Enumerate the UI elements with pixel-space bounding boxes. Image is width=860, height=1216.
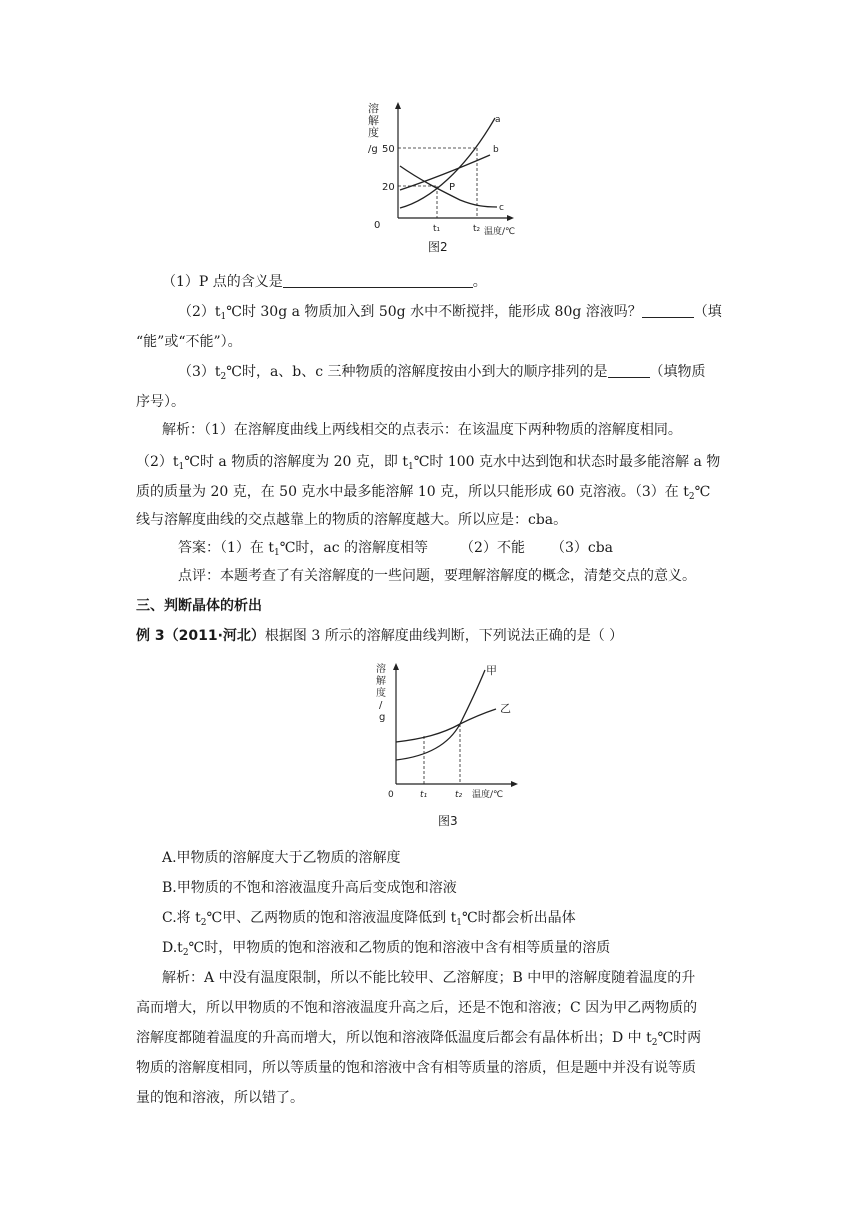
fig3-xtick-t1: t₁ xyxy=(420,790,428,800)
q1-answer-blank[interactable] xyxy=(283,273,473,288)
option-a: A.甲物质的溶解度大于乙物质的溶解度 xyxy=(162,850,401,866)
option-d: $D.t_2℃$时，甲物质的饱和溶液和乙物质的饱和溶液中含有相等质量的溶质 xyxy=(162,940,611,958)
fig2-ylabel-2: 解 xyxy=(368,114,379,127)
q3-answer-blank[interactable] xyxy=(608,363,650,378)
analysis-1-line-3: 质的质量为 20 克，在 50 克水中最多能溶解 10 克，所以只能形成 60 克溶液。（3）在 $t_2℃$ xyxy=(136,484,711,502)
option-b: B.甲物质的不饱和溶液温度升高后变成饱和溶液 xyxy=(162,880,457,896)
answer-line: 答案：（1）在 $t_1℃$时，ac 的溶解度相等 （2）不能 （3）cba xyxy=(178,540,614,558)
figure-2 xyxy=(360,100,520,240)
option-c: C.将 $t_2℃$甲、乙两物质的饱和溶液温度降低到 $t_1℃$时都会析出晶体 xyxy=(162,910,576,928)
fig2-xtick-t2: t₂ xyxy=(473,224,481,234)
analysis-1-line-4: 线与溶解度曲线的交点越靠上的物质的溶解度越大。所以应是：cba。 xyxy=(136,512,568,528)
fig3-curve-jia xyxy=(396,670,485,760)
question-2-cont: “能”或“不能”）。 xyxy=(136,334,242,350)
figure-3-chart xyxy=(372,660,522,802)
fig2-ytick-50: 50 xyxy=(382,144,395,155)
fig2-curve-b xyxy=(400,155,490,190)
question-3: $(3)t_2℃$时，a、b、c 三种物质的溶解度按由小到大的顺序排列的是 （填物质 xyxy=(178,364,706,382)
analysis-1-line-2: $(2)t_1℃$时 a 物质的溶解度为 20 克，即 $t_1℃$时 100 克水中达到饱和状态时最多能溶解 a 物 xyxy=(136,454,721,472)
section-3-heading: 三、判断晶体的析出 xyxy=(136,598,262,614)
fig2-xtick-t1: t₁ xyxy=(433,224,441,234)
example-3: 例 3（2011·河北）根据图 3 所示的溶解度曲线判断，下列说法正确的是（ ） xyxy=(136,628,624,644)
q1-text: （1）P 点的含义是 xyxy=(162,274,283,290)
q2-answer-blank[interactable] xyxy=(642,303,694,318)
fig2-curve-a xyxy=(400,118,495,208)
analysis-3-line-4: 物质的溶解度相同，所以等质量的饱和溶液中含有相等质量的溶质，但是题中并没有说等质 xyxy=(136,1060,696,1076)
fig2-point-p: P xyxy=(449,182,456,193)
analysis-3-line-1: 解析：A 中没有温度限制，所以不能比较甲、乙溶解度；B 中甲的溶解度随着温度的升 xyxy=(162,970,696,986)
fig3-ylabel-2: 解 xyxy=(376,676,386,687)
question-2: $(2)t_1℃$时 30g a 物质加入到 50g 水中不断搅拌，能形成 80g 溶液吗？ （填 xyxy=(178,304,722,322)
fig3-ylabel-3: 度 xyxy=(376,688,386,699)
fig2-ylabel-1: 溶 xyxy=(368,102,379,115)
fig3-ylabel-1: 溶 xyxy=(376,664,386,675)
fig3-xtick-t2: t₂ xyxy=(455,790,463,800)
fig2-label-a: a xyxy=(495,115,501,125)
fig2-caption: 图2 xyxy=(428,240,448,254)
fig2-label-c: c xyxy=(499,203,504,213)
figure-2-chart xyxy=(360,100,520,240)
question-1: （1）P 点的含义是 。 xyxy=(162,274,487,290)
fig2-label-b: b xyxy=(493,145,499,155)
fig2-ytick-0: 0 xyxy=(374,220,381,231)
analysis-3-line-3: 溶解度都随着温度的升高而增大，所以饱和溶液降低温度后都会有晶体析出；D 中 $t_2℃$时两 xyxy=(136,1030,702,1048)
fig2-xlabel: 温度/℃ xyxy=(484,227,516,237)
fig3-ylabel-5: g xyxy=(379,712,386,723)
analysis-3-line-5: 量的饱和溶液，所以错了。 xyxy=(136,1090,304,1106)
fig3-curve-yi xyxy=(396,709,496,742)
fig3-label-jia: 甲 xyxy=(486,664,497,677)
fig2-ylabel-3: 度 xyxy=(368,126,379,139)
fig3-xlabel: 温度/℃ xyxy=(472,790,504,800)
fig3-xtick-0: 0 xyxy=(388,790,394,800)
fig2-ylabel-4: /g xyxy=(368,144,378,155)
fig3-label-yi: 乙 xyxy=(500,702,511,715)
comment-line: 点评：本题考查了有关溶解度的一些问题，要理解溶解度的概念，清楚交点的意义。 xyxy=(178,568,696,584)
question-3-cont: 序号）。 xyxy=(136,394,185,410)
fig3-ylabel-4: / xyxy=(379,700,383,711)
figure-3 xyxy=(372,660,522,802)
fig2-ytick-20: 20 xyxy=(382,182,395,193)
analysis-1-line-1: 解析：（1）在溶解度曲线上两线相交的点表示：在该温度下两种物质的溶解度相同。 xyxy=(162,422,682,438)
analysis-3-line-2: 高而增大，所以甲物质的不饱和溶液温度升高之后，还是不饱和溶液；C 因为甲乙两物质的 xyxy=(136,1000,698,1016)
fig3-caption: 图3 xyxy=(438,814,458,828)
